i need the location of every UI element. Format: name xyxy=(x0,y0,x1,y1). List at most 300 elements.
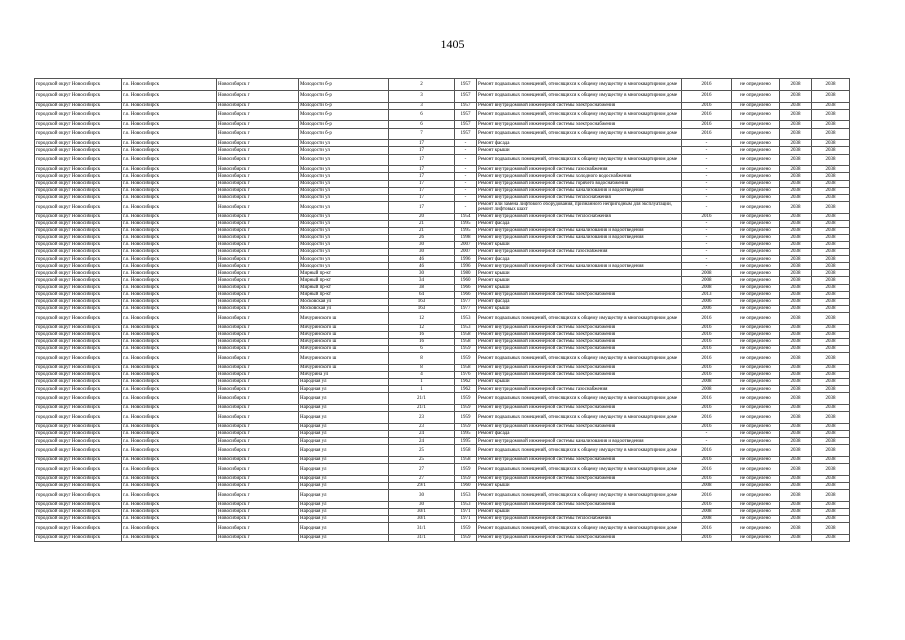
city-cell: Новосибирск г xyxy=(217,483,299,490)
year-cell: 1995 xyxy=(455,227,477,234)
last-repair-cell: 2016 xyxy=(682,490,732,502)
house-cell: 4 xyxy=(389,372,455,379)
table-row xyxy=(35,291,850,298)
work-type-cell: Ремонт внутридомовой инженерной системы электроснабжения xyxy=(477,501,682,508)
city-cell: Новосибирск г xyxy=(217,194,299,201)
last-repair-cell: - xyxy=(682,220,732,227)
city-cell: Новосибирск г xyxy=(217,109,299,121)
street-cell: Народная ул xyxy=(299,393,389,405)
year-cell: - xyxy=(455,173,477,180)
work-type-cell: Ремонт внутридомовой инженерной системы электроснабжения xyxy=(477,291,682,298)
cost-cell: не определено xyxy=(732,249,780,256)
year-cell: 1957 xyxy=(455,90,477,102)
plan-end-cell: 2038 xyxy=(812,372,850,379)
cost-cell: не определено xyxy=(732,109,780,121)
year-cell: 1959 xyxy=(455,346,477,353)
city-cell: Новосибирск г xyxy=(217,412,299,424)
street-cell: Мичуринского ш xyxy=(299,312,389,324)
plan-start-cell: 2038 xyxy=(780,298,812,305)
work-type-cell: Ремонт фасада xyxy=(477,298,682,305)
last-repair-cell: 2016 xyxy=(682,102,732,109)
city-cell: Новосибирск г xyxy=(217,523,299,535)
last-repair-cell: 2016 xyxy=(682,535,732,542)
last-repair-cell: 2016 xyxy=(682,331,732,338)
house-cell: 17 xyxy=(389,166,455,173)
municipality-cell: городской округ Новосибирск xyxy=(35,220,122,227)
cost-cell: не определено xyxy=(732,227,780,234)
district-cell: г.о. Новосибирск xyxy=(122,270,217,277)
cost-cell: не определено xyxy=(732,431,780,438)
street-cell: Мирный пр-кт xyxy=(299,284,389,291)
plan-start-cell: 2038 xyxy=(780,305,812,312)
cost-cell: не определено xyxy=(732,324,780,331)
cost-cell: не определено xyxy=(732,187,780,194)
table-row xyxy=(35,194,850,201)
year-cell: 1959 xyxy=(455,464,477,476)
street-cell: Народная ул xyxy=(299,523,389,535)
plan-end-cell: 2038 xyxy=(812,166,850,173)
year-cell: 1958 xyxy=(455,457,477,464)
plan-start-cell: 2038 xyxy=(780,412,812,424)
work-type-cell: Ремонт внутридомовой инженерной системы канализования и водоотведения xyxy=(477,227,682,234)
municipality-cell: городской округ Новосибирск xyxy=(35,173,122,180)
municipality-cell: городской округ Новосибирск xyxy=(35,263,122,270)
district-cell: г.о. Новосибирск xyxy=(122,412,217,424)
city-cell: Новосибирск г xyxy=(217,277,299,284)
work-type-cell: Ремонт крыши xyxy=(477,284,682,291)
district-cell: г.о. Новосибирск xyxy=(122,249,217,256)
table-row xyxy=(35,256,850,263)
street-cell: Народная ул xyxy=(299,490,389,502)
table-row xyxy=(35,445,850,457)
work-type-cell: Ремонт внутридомовой инженерной системы электроснабжения xyxy=(477,346,682,353)
last-repair-cell: - xyxy=(682,194,732,201)
house-cell: 3 xyxy=(389,102,455,109)
plan-end-cell: 2038 xyxy=(812,227,850,234)
plan-start-cell: 2038 xyxy=(780,166,812,173)
city-cell: Новосибирск г xyxy=(217,121,299,128)
table-row xyxy=(35,483,850,490)
street-cell: Мирный пр-кт xyxy=(299,291,389,298)
cost-cell: не определено xyxy=(732,284,780,291)
year-cell: 1960 xyxy=(455,277,477,284)
cost-cell: не определено xyxy=(732,405,780,412)
district-cell: г.о. Новосибирск xyxy=(122,346,217,353)
table-row xyxy=(35,516,850,523)
plan-end-cell: 2038 xyxy=(812,464,850,476)
street-cell: Мирный пр-кт xyxy=(299,277,389,284)
plan-end-cell: 2038 xyxy=(812,338,850,345)
work-type-cell: Ремонт фасада xyxy=(477,140,682,147)
year-cell: - xyxy=(455,194,477,201)
year-cell: 1957 xyxy=(455,121,477,128)
year-cell: 1960 xyxy=(455,483,477,490)
work-type-cell: Ремонт подвальных помещений, относящихся к общему имуществу в многоквартирном доме xyxy=(477,353,682,365)
house-cell: 30 xyxy=(389,270,455,277)
plan-start-cell: 2038 xyxy=(780,393,812,405)
city-cell: Новосибирск г xyxy=(217,379,299,386)
street-cell: Молодости ул xyxy=(299,154,389,166)
municipality-cell: городской округ Новосибирск xyxy=(35,464,122,476)
work-type-cell: Ремонт внутридомовой инженерной системы холодного водоснабжения xyxy=(477,173,682,180)
year-cell: 1957 xyxy=(455,109,477,121)
last-repair-cell: - xyxy=(682,187,732,194)
year-cell: - xyxy=(455,187,477,194)
district-cell: г.о. Новосибирск xyxy=(122,298,217,305)
district-cell: г.о. Новосибирск xyxy=(122,501,217,508)
work-type-cell: Ремонт фасада xyxy=(477,256,682,263)
street-cell: Народная ул xyxy=(299,457,389,464)
house-cell: 26 xyxy=(389,234,455,241)
last-repair-cell: - xyxy=(682,431,732,438)
street-cell: Мичуринского ш xyxy=(299,324,389,331)
plan-start-cell: 2038 xyxy=(780,263,812,270)
plan-end-cell: 2038 xyxy=(812,364,850,371)
city-cell: Новосибирск г xyxy=(217,464,299,476)
plan-end-cell: 2038 xyxy=(812,140,850,147)
last-repair-cell: 2008 xyxy=(682,270,732,277)
plan-end-cell: 2038 xyxy=(812,516,850,523)
plan-end-cell: 2038 xyxy=(812,242,850,249)
house-cell: 17 xyxy=(389,187,455,194)
district-cell: г.о. Новосибирск xyxy=(122,535,217,542)
house-cell: 29/1 xyxy=(389,483,455,490)
municipality-cell: городской округ Новосибирск xyxy=(35,121,122,128)
last-repair-cell: - xyxy=(682,234,732,241)
house-cell: 23 xyxy=(389,423,455,430)
cost-cell: не определено xyxy=(732,242,780,249)
plan-end-cell: 2038 xyxy=(812,234,850,241)
city-cell: Новосибирск г xyxy=(217,331,299,338)
work-type-cell: Ремонт внутридомовой инженерной системы газоснабжения xyxy=(477,249,682,256)
plan-end-cell: 2038 xyxy=(812,291,850,298)
last-repair-cell: 2016 xyxy=(682,393,732,405)
table-row xyxy=(35,270,850,277)
year-cell: 1953 xyxy=(455,312,477,324)
street-cell: Молодости ул xyxy=(299,194,389,201)
plan-start-cell: 2038 xyxy=(780,438,812,445)
plan-start-cell: 2038 xyxy=(780,523,812,535)
table-row xyxy=(35,249,850,256)
street-cell: Народная ул xyxy=(299,475,389,482)
city-cell: Новосибирск г xyxy=(217,305,299,312)
district-cell: г.о. Новосибирск xyxy=(122,393,217,405)
last-repair-cell: 2008 xyxy=(682,509,732,516)
municipality-cell: городской округ Новосибирск xyxy=(35,431,122,438)
plan-start-cell: 2038 xyxy=(780,423,812,430)
year-cell: 1959 xyxy=(455,353,477,365)
last-repair-cell: 2008 xyxy=(682,516,732,523)
city-cell: Новосибирск г xyxy=(217,102,299,109)
cost-cell: не определено xyxy=(732,331,780,338)
page-number: 1405 xyxy=(440,37,465,51)
table-row xyxy=(35,154,850,166)
year-cell: 2007 xyxy=(455,242,477,249)
year-cell: 1976 xyxy=(455,372,477,379)
cost-cell: не определено xyxy=(732,298,780,305)
last-repair-cell: 2016 xyxy=(682,324,732,331)
cost-cell: не определено xyxy=(732,464,780,476)
plan-end-cell: 2038 xyxy=(812,312,850,324)
municipality-cell: городской округ Новосибирск xyxy=(35,312,122,324)
district-cell: г.о. Новосибирск xyxy=(122,523,217,535)
plan-start-cell: 2038 xyxy=(780,516,812,523)
city-cell: Новосибирск г xyxy=(217,490,299,502)
year-cell: 1971 xyxy=(455,509,477,516)
district-cell: г.о. Новосибирск xyxy=(122,331,217,338)
work-type-cell: Ремонт внутридомовой инженерной системы электроснабжения xyxy=(477,535,682,542)
plan-end-cell: 2038 xyxy=(812,102,850,109)
municipality-cell: городской округ Новосибирск xyxy=(35,277,122,284)
house-cell: 25 xyxy=(389,457,455,464)
municipality-cell: городской округ Новосибирск xyxy=(35,372,122,379)
city-cell: Новосибирск г xyxy=(217,423,299,430)
year-cell: 1953 xyxy=(455,324,477,331)
table-row xyxy=(35,338,850,345)
plan-start-cell: 2038 xyxy=(780,483,812,490)
last-repair-cell: 2013 xyxy=(682,291,732,298)
last-repair-cell: - xyxy=(682,180,732,187)
plan-start-cell: 2038 xyxy=(780,509,812,516)
work-type-cell: Ремонт подвальных помещений, относящихся к общему имуществу в многоквартирном доме xyxy=(477,412,682,424)
city-cell: Новосибирск г xyxy=(217,457,299,464)
plan-start-cell: 2038 xyxy=(780,201,812,213)
house-cell: 17 xyxy=(389,201,455,213)
city-cell: Новосибирск г xyxy=(217,270,299,277)
plan-start-cell: 2038 xyxy=(780,324,812,331)
work-type-cell: Ремонт внутридомовой инженерной системы газоснабжения xyxy=(477,166,682,173)
table-row xyxy=(35,438,850,445)
table-row xyxy=(35,180,850,187)
street-cell: Народная ул xyxy=(299,423,389,430)
table-row xyxy=(35,364,850,371)
table-row xyxy=(35,353,850,365)
house-cell: 17 xyxy=(389,180,455,187)
work-type-cell: Ремонт крыши xyxy=(477,483,682,490)
house-cell: 16 xyxy=(389,338,455,345)
municipality-cell: городской округ Новосибирск xyxy=(35,187,122,194)
district-cell: г.о. Новосибирск xyxy=(122,263,217,270)
municipality-cell: городской округ Новосибирск xyxy=(35,249,122,256)
house-cell: 38 xyxy=(389,284,455,291)
house-cell: 20 xyxy=(389,213,455,220)
year-cell: 1971 xyxy=(455,516,477,523)
street-cell: Молодости ул xyxy=(299,227,389,234)
plan-end-cell: 2038 xyxy=(812,201,850,213)
plan-end-cell: 2038 xyxy=(812,277,850,284)
cost-cell: не определено xyxy=(732,445,780,457)
street-cell: Молодости ул xyxy=(299,256,389,263)
district-cell: г.о. Новосибирск xyxy=(122,109,217,121)
city-cell: Новосибирск г xyxy=(217,386,299,393)
city-cell: Новосибирск г xyxy=(217,180,299,187)
work-type-cell: Ремонт крыши xyxy=(477,305,682,312)
year-cell: 1996 xyxy=(455,263,477,270)
plan-start-cell: 2038 xyxy=(780,194,812,201)
street-cell: Народная ул xyxy=(299,501,389,508)
house-cell: 31/1 xyxy=(389,523,455,535)
municipality-cell: городской округ Новосибирск xyxy=(35,516,122,523)
table-row xyxy=(35,412,850,424)
plan-start-cell: 2038 xyxy=(780,234,812,241)
city-cell: Новосибирск г xyxy=(217,372,299,379)
municipality-cell: городской округ Новосибирск xyxy=(35,194,122,201)
plan-end-cell: 2038 xyxy=(812,180,850,187)
street-cell: Молодости б-р xyxy=(299,109,389,121)
work-type-cell: Ремонт крыши xyxy=(477,509,682,516)
city-cell: Новосибирск г xyxy=(217,501,299,508)
year-cell: 2007 xyxy=(455,249,477,256)
work-type-cell: Ремонт подвальных помещений, относящихся к общему имуществу в многоквартирном доме xyxy=(477,464,682,476)
district-cell: г.о. Новосибирск xyxy=(122,445,217,457)
street-cell: Народная ул xyxy=(299,516,389,523)
street-cell: Народная ул xyxy=(299,464,389,476)
plan-end-cell: 2038 xyxy=(812,305,850,312)
plan-start-cell: 2038 xyxy=(780,140,812,147)
plan-end-cell: 2038 xyxy=(812,523,850,535)
cost-cell: не определено xyxy=(732,353,780,365)
house-cell: 27 xyxy=(389,475,455,482)
work-type-cell: Ремонт внутридомовой инженерной системы электроснабжения xyxy=(477,364,682,371)
city-cell: Новосибирск г xyxy=(217,213,299,220)
last-repair-cell: 2016 xyxy=(682,353,732,365)
plan-end-cell: 2038 xyxy=(812,457,850,464)
work-type-cell: Ремонт или замена лифтового оборудования, признанного непригодным для эксплуатации, ремонт лифтовых шахт xyxy=(477,201,682,213)
year-cell: 1995 xyxy=(455,431,477,438)
plan-end-cell: 2038 xyxy=(812,298,850,305)
cost-cell: не определено xyxy=(732,423,780,430)
year-cell: 1957 xyxy=(455,102,477,109)
table-row xyxy=(35,102,850,109)
municipality-cell: городской округ Новосибирск xyxy=(35,242,122,249)
street-cell: Московская ул xyxy=(299,305,389,312)
plan-start-cell: 2038 xyxy=(780,372,812,379)
plan-start-cell: 2038 xyxy=(780,109,812,121)
city-cell: Новосибирск г xyxy=(217,312,299,324)
table-row xyxy=(35,393,850,405)
plan-end-cell: 2038 xyxy=(812,213,850,220)
city-cell: Новосибирск г xyxy=(217,128,299,140)
plan-end-cell: 2038 xyxy=(812,483,850,490)
municipality-cell: городской округ Новосибирск xyxy=(35,166,122,173)
street-cell: Молодости ул xyxy=(299,180,389,187)
city-cell: Новосибирск г xyxy=(217,516,299,523)
last-repair-cell: 2016 xyxy=(682,90,732,102)
table-row xyxy=(35,464,850,476)
municipality-cell: городской округ Новосибирск xyxy=(35,201,122,213)
city-cell: Новосибирск г xyxy=(217,187,299,194)
district-cell: г.о. Новосибирск xyxy=(122,220,217,227)
work-type-cell: Ремонт подвальных помещений, относящихся к общему имуществу в многоквартирном доме xyxy=(477,445,682,457)
table-body xyxy=(35,79,850,542)
cost-cell: не определено xyxy=(732,256,780,263)
district-cell: г.о. Новосибирск xyxy=(122,509,217,516)
year-cell: 1980 xyxy=(455,270,477,277)
table-row xyxy=(35,535,850,542)
district-cell: г.о. Новосибирск xyxy=(122,483,217,490)
last-repair-cell: 2006 xyxy=(682,305,732,312)
year-cell: 1966 xyxy=(455,291,477,298)
table-row xyxy=(35,490,850,502)
work-type-cell: Ремонт внутридомовой инженерной системы газоснабжения xyxy=(477,386,682,393)
plan-start-cell: 2038 xyxy=(780,277,812,284)
cost-cell: не определено xyxy=(732,364,780,371)
plan-end-cell: 2038 xyxy=(812,412,850,424)
plan-start-cell: 2038 xyxy=(780,121,812,128)
work-type-cell: Ремонт внутридомовой инженерной системы канализования и водоотведения xyxy=(477,263,682,270)
city-cell: Новосибирск г xyxy=(217,147,299,154)
last-repair-cell: - xyxy=(682,249,732,256)
plan-start-cell: 2038 xyxy=(780,364,812,371)
district-cell: г.о. Новосибирск xyxy=(122,457,217,464)
plan-start-cell: 2038 xyxy=(780,249,812,256)
last-repair-cell: 2016 xyxy=(682,457,732,464)
street-cell: Народная ул xyxy=(299,483,389,490)
district-cell: г.о. Новосибирск xyxy=(122,312,217,324)
cost-cell: не определено xyxy=(732,535,780,542)
plan-start-cell: 2038 xyxy=(780,154,812,166)
last-repair-cell: 2016 xyxy=(682,412,732,424)
table-row xyxy=(35,220,850,227)
cost-cell: не определено xyxy=(732,312,780,324)
street-cell: Молодости б-р xyxy=(299,128,389,140)
street-cell: Молодости ул xyxy=(299,263,389,270)
district-cell: г.о. Новосибирск xyxy=(122,121,217,128)
plan-start-cell: 2038 xyxy=(780,180,812,187)
house-cell: 1 xyxy=(389,379,455,386)
plan-start-cell: 2038 xyxy=(780,386,812,393)
street-cell: Мичуринского ш xyxy=(299,331,389,338)
city-cell: Новосибирск г xyxy=(217,324,299,331)
last-repair-cell: 2016 xyxy=(682,338,732,345)
municipality-cell: городской округ Новосибирск xyxy=(35,457,122,464)
plan-start-cell: 2038 xyxy=(780,220,812,227)
year-cell: 1959 xyxy=(455,475,477,482)
house-cell: 21/1 xyxy=(389,393,455,405)
district-cell: г.о. Новосибирск xyxy=(122,405,217,412)
municipality-cell: городской округ Новосибирск xyxy=(35,353,122,365)
street-cell: Мирный пр-кт xyxy=(299,270,389,277)
work-type-cell: Ремонт подвальных помещений, относящихся к общему имуществу в многоквартирном доме xyxy=(477,79,682,91)
district-cell: г.о. Новосибирск xyxy=(122,372,217,379)
work-type-cell: Ремонт внутридомовой инженерной системы электроснабжения xyxy=(477,423,682,430)
city-cell: Новосибирск г xyxy=(217,154,299,166)
plan-end-cell: 2038 xyxy=(812,490,850,502)
house-cell: 30 xyxy=(389,242,455,249)
year-cell: 1959 xyxy=(455,393,477,405)
table-row xyxy=(35,386,850,393)
work-type-cell: Ремонт внутридомовой инженерной системы электроснабжения xyxy=(477,121,682,128)
last-repair-cell: 2016 xyxy=(682,109,732,121)
work-type-cell: Ремонт подвальных помещений, относящихся к общему имуществу в многоквартирном доме xyxy=(477,523,682,535)
municipality-cell: городской округ Новосибирск xyxy=(35,90,122,102)
house-cell: 46 xyxy=(389,263,455,270)
cost-cell: не определено xyxy=(732,457,780,464)
street-cell: Мичуринского ш xyxy=(299,364,389,371)
last-repair-cell: 2016 xyxy=(682,372,732,379)
house-cell: 30/1 xyxy=(389,516,455,523)
last-repair-cell: 2016 xyxy=(682,364,732,371)
municipality-cell: городской округ Новосибирск xyxy=(35,405,122,412)
plan-end-cell: 2038 xyxy=(812,220,850,227)
last-repair-cell: 2016 xyxy=(682,464,732,476)
house-cell: 6 xyxy=(389,109,455,121)
year-cell: 1959 xyxy=(455,405,477,412)
city-cell: Новосибирск г xyxy=(217,173,299,180)
district-cell: г.о. Новосибирск xyxy=(122,338,217,345)
cost-cell: не определено xyxy=(732,234,780,241)
district-cell: г.о. Новосибирск xyxy=(122,201,217,213)
